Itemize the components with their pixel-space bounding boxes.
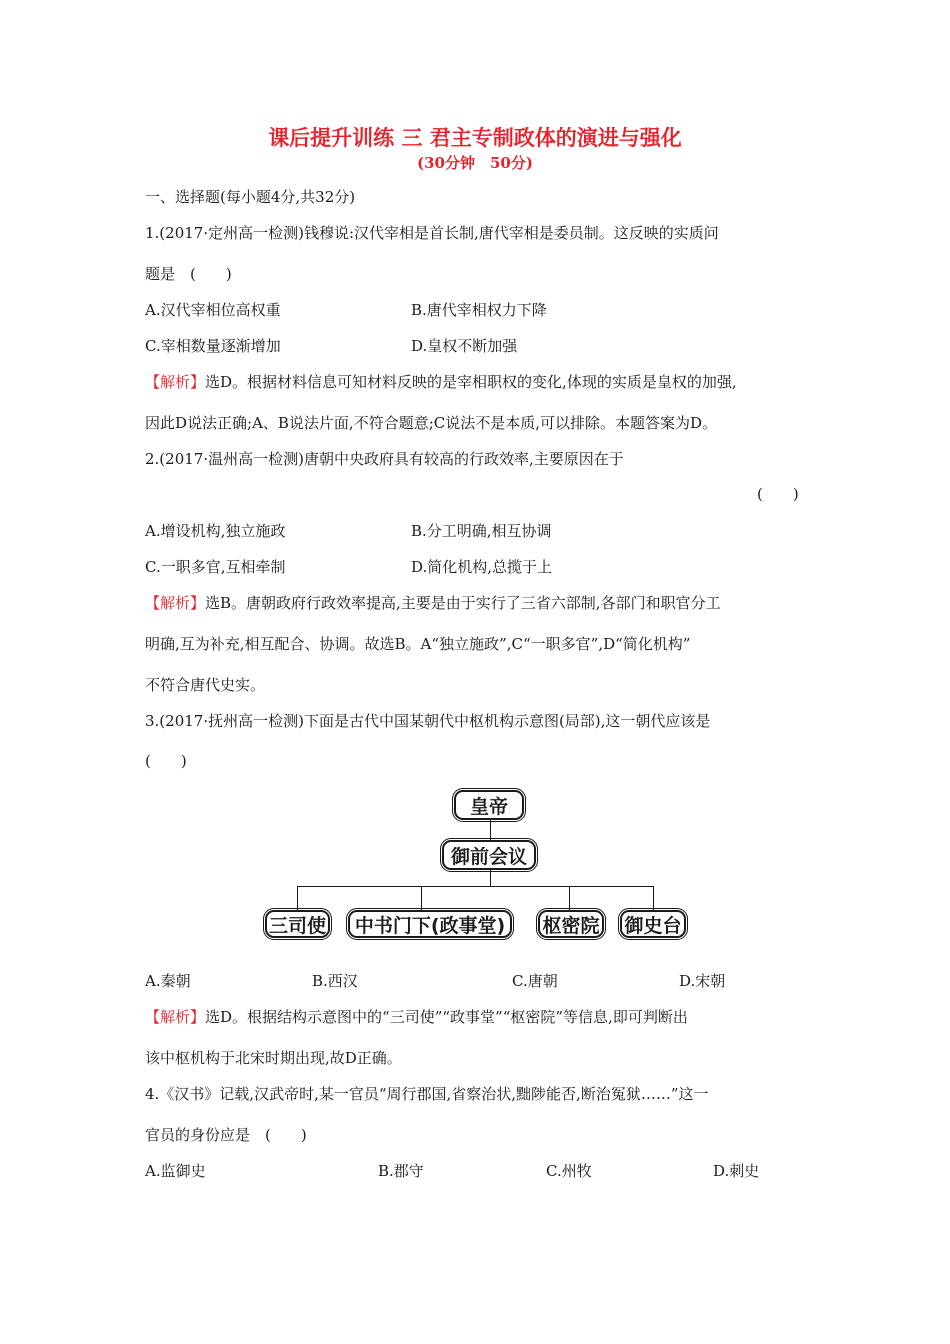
diagram-connector xyxy=(297,886,298,910)
diagram-node-yushitai: 御史台 xyxy=(620,910,686,938)
q4-option-d: D.刺史 xyxy=(713,1162,760,1180)
q1-option-a: A.汉代宰相位高权重 xyxy=(145,301,281,319)
q4-option-c: C.州牧 xyxy=(546,1162,592,1180)
q4-option-b: B.郡守 xyxy=(378,1162,424,1180)
q1-stem-line1: 1.(2017·定州高一检测)钱穆说:汉代宰相是首长制,唐代宰相是委员制。这反映的实质问 xyxy=(145,224,719,242)
diagram-node-emperor: 皇帝 xyxy=(454,790,524,820)
diagram-node-shumi: 枢密院 xyxy=(538,910,604,938)
q2-analysis-line1: 【解析】选B。唐朝政府行政效率提高,主要是由于实行了三省六部制,各部门和职官分工 xyxy=(145,594,721,612)
diagram-node-sansi: 三司使 xyxy=(265,910,330,938)
q4-stem-line1: 4.《汉书》记载,汉武帝时,某一官员“周行郡国,省察治状,黜陟能否,断治冤狱……”这一 xyxy=(145,1085,709,1103)
diagram-connector xyxy=(421,886,422,910)
diagram-connector xyxy=(569,886,570,910)
q3-analysis-line1: 【解析】选D。根据结构示意图中的“三司使”“政事堂”“枢密院”等信息,即可判断出 xyxy=(145,1008,688,1026)
q1-option-d: D.皇权不断加强 xyxy=(411,337,518,355)
q3-option-c: C.唐朝 xyxy=(512,972,558,990)
page-subtitle: (30分钟 50分) xyxy=(417,154,533,172)
q2-option-c: C.一职多官,互相牵制 xyxy=(145,558,286,576)
q1-analysis-line2: 因此D说法正确;A、B说法片面,不符合题意;C说法不是本质,可以排除。本题答案为D。 xyxy=(145,414,718,432)
q2-analysis-line2: 明确,互为补充,相互配合、协调。故选B。A“独立施政”,C“一职多官”,D“简化机构” xyxy=(145,635,691,653)
q2-stem-line1: 2.(2017·温州高一检测)唐朝中央政府具有较高的行政效率,主要原因在于 xyxy=(145,450,624,468)
q3-option-a: A.秦朝 xyxy=(145,972,191,990)
q3-stem-line1: 3.(2017·抚州高一检测)下面是古代中国某朝代中枢机构示意图(局部),这一朝代应该是 xyxy=(145,712,711,730)
diagram-horizontal-bar xyxy=(297,886,653,887)
q4-stem-line2: 官员的身份应是 ( ) xyxy=(145,1126,307,1144)
analysis-label: 【解析】 xyxy=(145,1008,206,1026)
q2-answer-paren: ( ) xyxy=(757,485,799,503)
q2-option-b: B.分工明确,相互协调 xyxy=(411,522,552,540)
q3-stem-line2: ( ) xyxy=(145,752,187,770)
q1-stem-line2: 题是 ( ) xyxy=(145,265,232,283)
q4-option-a: A.监御史 xyxy=(145,1162,206,1180)
section-heading: 一、选择题(每小题4分,共32分) xyxy=(145,188,356,206)
q1-analysis-line1: 【解析】选D。根据材料信息可知材料反映的是宰相职权的变化,体现的实质是皇权的加强, xyxy=(145,373,737,391)
q2-analysis-line3: 不符合唐代史实。 xyxy=(145,676,266,694)
diagram-connector xyxy=(653,886,654,910)
analysis-label: 【解析】 xyxy=(145,373,206,391)
q2-option-a: A.增设机构,独立施政 xyxy=(145,522,286,540)
diagram-node-council: 御前会议 xyxy=(442,840,536,870)
diagram-connector xyxy=(490,870,491,886)
q1-option-b: B.唐代宰相权力下降 xyxy=(411,301,547,319)
analysis-label: 【解析】 xyxy=(145,594,206,612)
q3-analysis-line2: 该中枢机构于北宋时期出现,故D正确。 xyxy=(145,1049,402,1067)
q3-option-b: B.西汉 xyxy=(312,972,358,990)
q3-option-d: D.宋朝 xyxy=(679,972,726,990)
diagram-node-zhongshu: 中书门下(政事堂) xyxy=(348,910,512,938)
q1-option-c: C.宰相数量逐渐增加 xyxy=(145,337,281,355)
page-title: 课后提升训练 三 君主专制政体的演进与强化 xyxy=(268,125,682,150)
q2-option-d: D.简化机构,总揽于上 xyxy=(411,558,553,576)
diagram-connector xyxy=(490,820,491,840)
